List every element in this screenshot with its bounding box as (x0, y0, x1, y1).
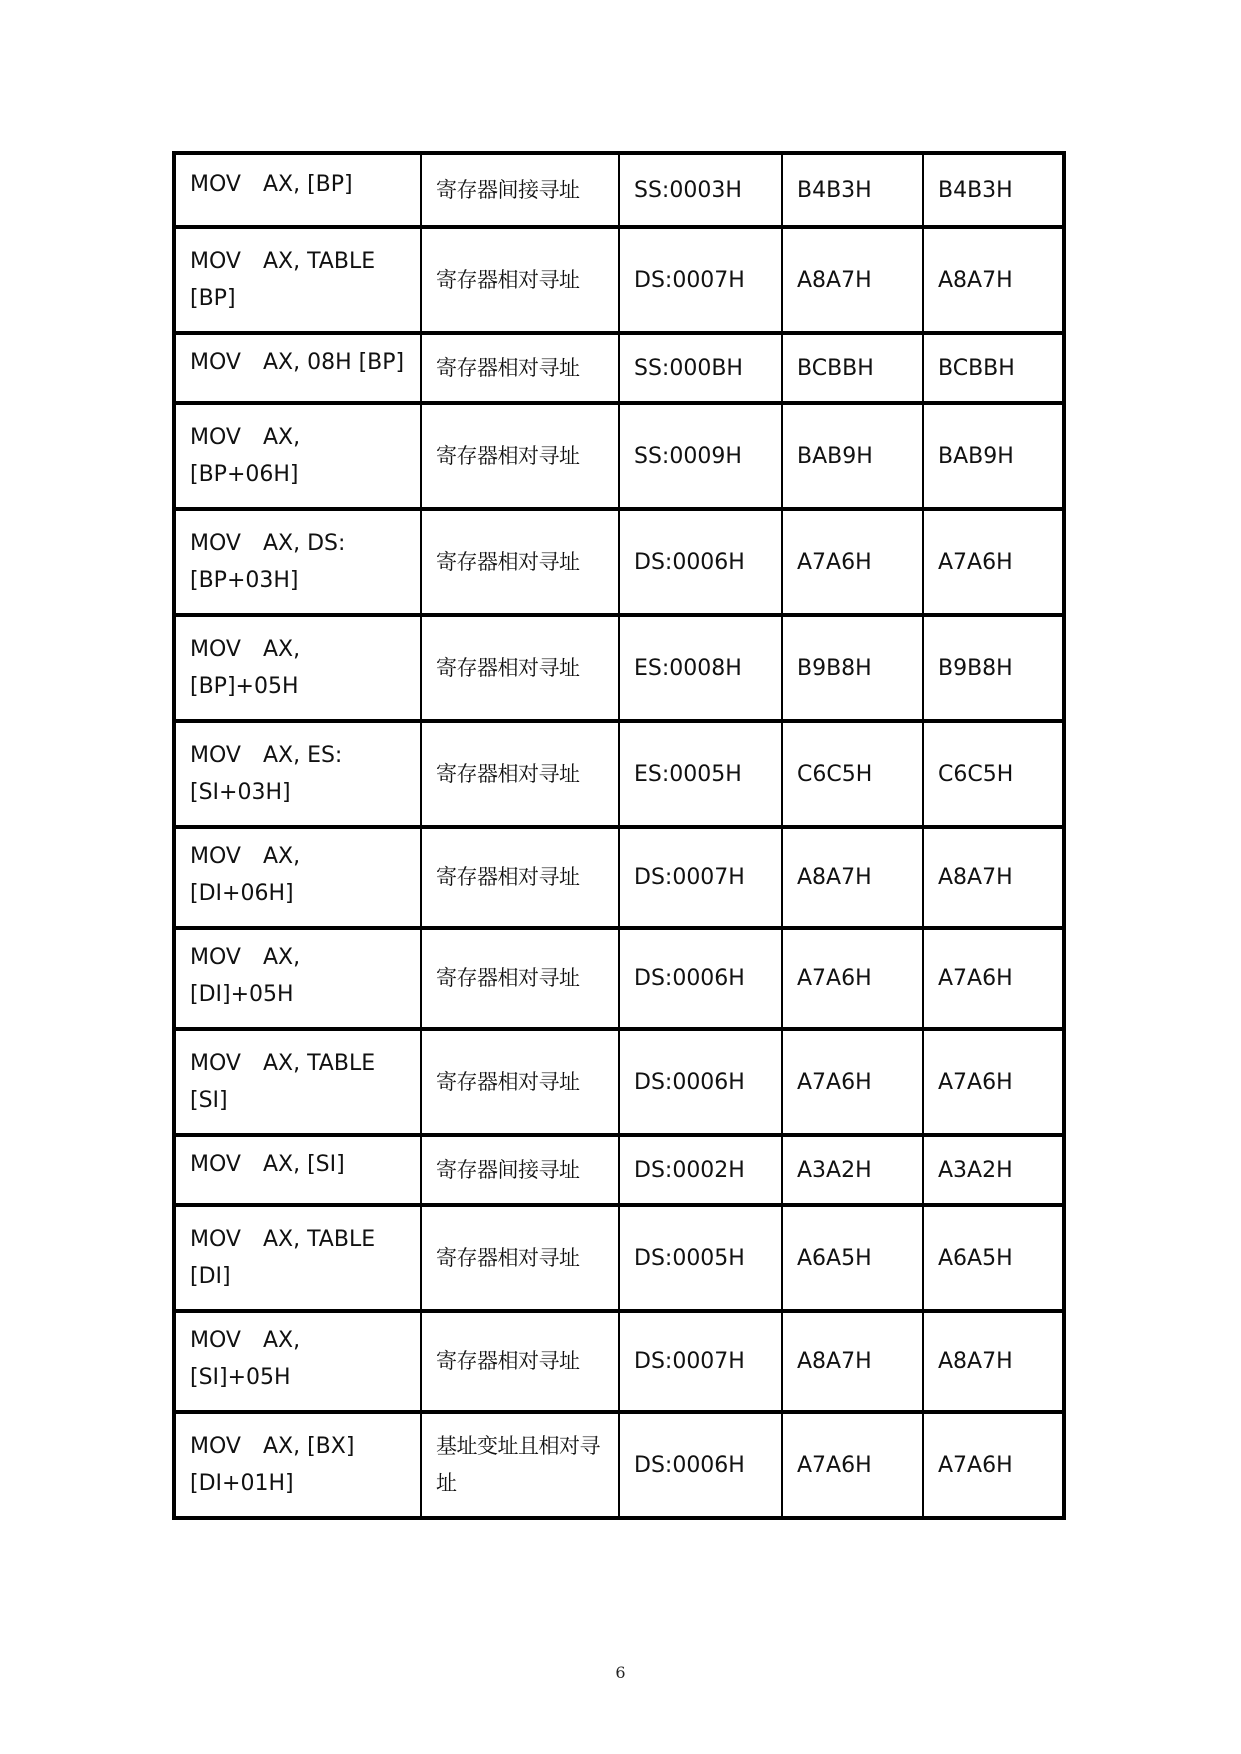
addressing-mode-cell: 寄存器相对寻址 (421, 827, 619, 928)
addressing-mode-cell: 寄存器相对寻址 (421, 403, 619, 509)
ax-result-cell: C6C5H (923, 721, 1064, 827)
physical-address-cell: DS:0007H (619, 1311, 782, 1412)
physical-address-cell: DS:0006H (619, 1029, 782, 1135)
physical-address-cell: SS:0009H (619, 403, 782, 509)
physical-address-cell: DS:0007H (619, 827, 782, 928)
table-row (174, 615, 1064, 721)
addressing-mode-cell: 寄存器相对寻址 (421, 928, 619, 1029)
physical-address-cell: DS:0005H (619, 1205, 782, 1311)
ax-result-cell: A7A6H (923, 928, 1064, 1029)
table-row (174, 1311, 1064, 1412)
instruction-cell: MOV AX, ES: [SI+03H] (174, 721, 421, 827)
operand-value-cell: BCBBH (782, 333, 923, 403)
physical-address-cell: DS:0006H (619, 928, 782, 1029)
physical-address-cell: ES:0008H (619, 615, 782, 721)
physical-address-cell: SS:000BH (619, 333, 782, 403)
ax-result-cell: B4B3H (923, 153, 1064, 227)
addressing-mode-cell: 寄存器相对寻址 (421, 227, 619, 333)
ax-result-cell: BCBBH (923, 333, 1064, 403)
table-row (174, 227, 1064, 333)
instruction-cell: MOV AX, [BP]+05H (174, 615, 421, 721)
table-row (174, 721, 1064, 827)
instruction-cell: MOV AX, TABLE [BP] (174, 227, 421, 333)
table-row (174, 1135, 1064, 1205)
operand-value-cell: A7A6H (782, 509, 923, 615)
table-row (174, 1029, 1064, 1135)
instruction-cell: MOV AX, [SI]+05H (174, 1311, 421, 1412)
table-row (174, 509, 1064, 615)
addressing-mode-cell: 寄存器间接寻址 (421, 1135, 619, 1205)
addressing-mode-cell: 寄存器相对寻址 (421, 615, 619, 721)
operand-value-cell: A6A5H (782, 1205, 923, 1311)
physical-address-cell: DS:0006H (619, 1412, 782, 1518)
operand-value-cell: C6C5H (782, 721, 923, 827)
physical-address-cell: DS:0006H (619, 509, 782, 615)
instruction-cell: MOV AX, [SI] (174, 1135, 421, 1205)
ax-result-cell: A7A6H (923, 509, 1064, 615)
operand-value-cell: A7A6H (782, 1412, 923, 1518)
addressing-mode-cell: 寄存器相对寻址 (421, 509, 619, 615)
ax-result-cell: A8A7H (923, 827, 1064, 928)
ax-result-cell: A8A7H (923, 227, 1064, 333)
physical-address-cell: ES:0005H (619, 721, 782, 827)
table-row (174, 1205, 1064, 1311)
physical-address-cell: DS:0007H (619, 227, 782, 333)
instruction-cell: MOV AX, TABLE [DI] (174, 1205, 421, 1311)
table-row (174, 1412, 1064, 1518)
addressing-mode-cell: 寄存器相对寻址 (421, 1205, 619, 1311)
operand-value-cell: A7A6H (782, 1029, 923, 1135)
operand-value-cell: A7A6H (782, 928, 923, 1029)
addressing-mode-cell: 寄存器相对寻址 (421, 333, 619, 403)
operand-value-cell: B9B8H (782, 615, 923, 721)
operand-value-cell: A3A2H (782, 1135, 923, 1205)
instruction-cell: MOV AX, [BP] (174, 153, 421, 227)
addressing-table (172, 151, 1066, 1520)
addressing-mode-cell: 寄存器相对寻址 (421, 1311, 619, 1412)
operand-value-cell: A8A7H (782, 1311, 923, 1412)
physical-address-cell: DS:0002H (619, 1135, 782, 1205)
addressing-mode-cell: 基址变址且相对寻址 (421, 1412, 619, 1518)
instruction-cell: MOV AX, TABLE [SI] (174, 1029, 421, 1135)
ax-result-cell: A6A5H (923, 1205, 1064, 1311)
addressing-table-body (174, 153, 1064, 1518)
ax-result-cell: A8A7H (923, 1311, 1064, 1412)
addressing-mode-cell: 寄存器相对寻址 (421, 721, 619, 827)
instruction-cell: MOV AX, [DI]+05H (174, 928, 421, 1029)
ax-result-cell: A3A2H (923, 1135, 1064, 1205)
table-row (174, 403, 1064, 509)
ax-result-cell: BAB9H (923, 403, 1064, 509)
table-row (174, 333, 1064, 403)
addressing-mode-cell: 寄存器间接寻址 (421, 153, 619, 227)
instruction-cell: MOV AX, DS:[BP+03H] (174, 509, 421, 615)
operand-value-cell: A8A7H (782, 827, 923, 928)
table-row (174, 827, 1064, 928)
physical-address-cell: SS:0003H (619, 153, 782, 227)
addressing-mode-cell: 寄存器相对寻址 (421, 1029, 619, 1135)
ax-result-cell: A7A6H (923, 1029, 1064, 1135)
page-number: 6 (615, 1663, 626, 1682)
instruction-cell: MOV AX, 08H [BP] (174, 333, 421, 403)
ax-result-cell: B9B8H (923, 615, 1064, 721)
operand-value-cell: BAB9H (782, 403, 923, 509)
table-row (174, 153, 1064, 227)
instruction-cell: MOV AX, [DI+06H] (174, 827, 421, 928)
operand-value-cell: A8A7H (782, 227, 923, 333)
table-row (174, 928, 1064, 1029)
instruction-cell: MOV AX, [BP+06H] (174, 403, 421, 509)
instruction-cell: MOV AX, [BX] [DI+01H] (174, 1412, 421, 1518)
ax-result-cell: A7A6H (923, 1412, 1064, 1518)
operand-value-cell: B4B3H (782, 153, 923, 227)
